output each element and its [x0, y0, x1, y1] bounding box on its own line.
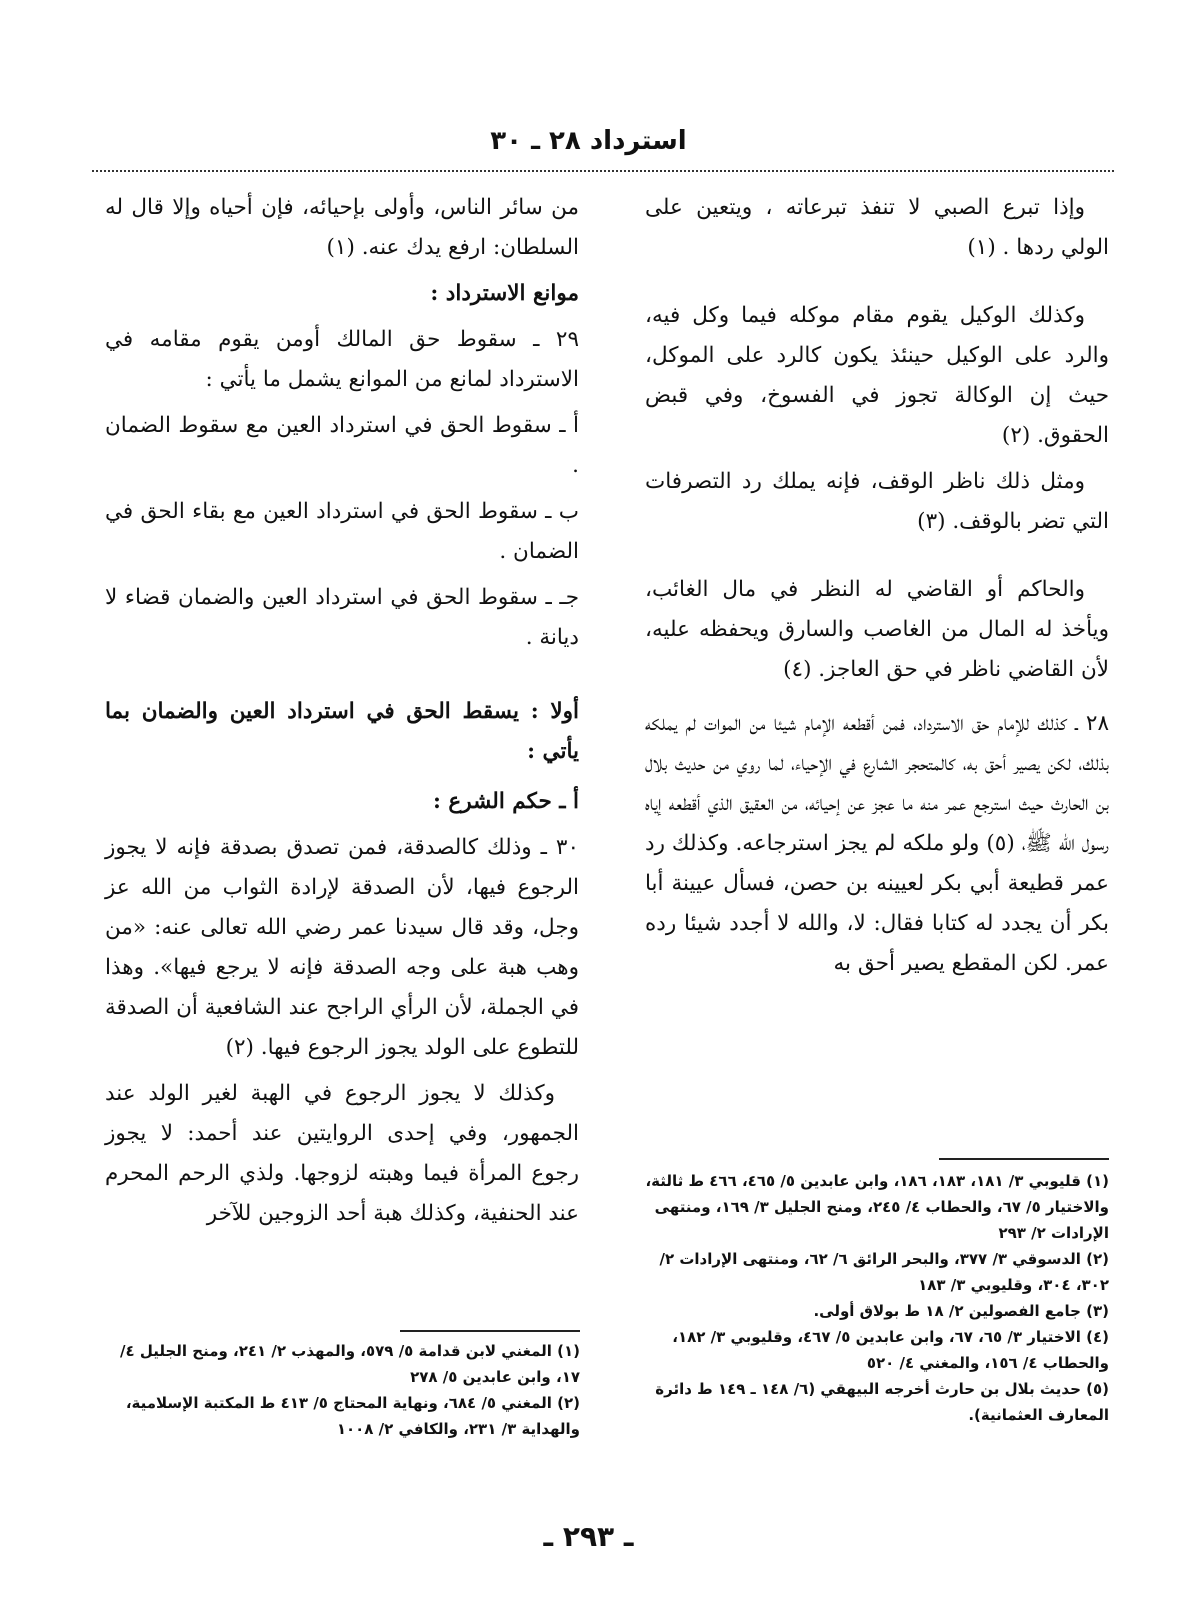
- running-header-title: استرداد ٢٨ ـ ٣٠: [490, 126, 687, 156]
- paragraph-30: ٣٠ ـ وذلك كالصدقة، فمن تصدق بصدقة فإنه لا يجوز الرجوع فيها، لأن الصدقة لإرادة الثواب من الله عز وجل، وقد قال سيدنا عمر رضي الله تعالى عنه: «من وهب هبة على وجه الصدقة فإنه لا يرجع فيها». وهذا في الجملة، لأن الرأي الراجح عند الشافعية أن الصدقة للتطوع على الولد يجوز الرجوع فيها. (٢): [105, 835, 579, 1060]
- footnote-item: (١) المغني لابن قدامة ٥/ ٥٧٩، والمهذب ٢/ ٢٤١، ومنح الجليل ٤/ ١٧، وابن عابدين ٥/ ٢٧٨: [119, 1342, 580, 1386]
- right-text-column: [645, 188, 1109, 990]
- paragraph-28-imam: ٢٨ ـ كذلك للإمام حق الاسترداد، فمن أقطعه الإمام شيئا من الموات لم يملكه بذلك، لكن يصير أحق به، كالمتحجر الشارع في الإحياء، لما روي من حديث بلال بن الحارث حيث استرجع عمر منه ما عجز عن إحيائه، من العقيق الذي أقطعه إياه رسول الله ﷺ، (٥) ولو ملكه لم يجز استرجاعه. وكذلك رد عمر قطيعة أبي بكر لعيينه بن حصن، فسأل عيينة أبا بكر أن يجدد له كتابا فقال: لا، والله لا أجدد شيئا رده عمر. لكن المقطع يصير أحق به: [645, 711, 1109, 976]
- paragraph-minor-donation: وإذا تبرع الصبي لا تنفذ تبرعاته ، ويتعين على الولي ردها . (١): [645, 195, 1109, 260]
- paragraph-agent: وكذلك الوكيل يقوم مقام موكله فيما وكل فيه، والرد على الوكيل حينئذ يكون كالرد على الموكل، حيث إن الوكالة تجوز في الفسوخ، وفي قبض الحقوق. (٢): [645, 303, 1109, 448]
- footnote-item: (٣) جامع الفصولين ٢/ ١٨ ط بولاق أولى.: [813, 1302, 1109, 1320]
- header-dotted-rule: [92, 170, 1114, 172]
- paragraph-29: ٢٩ ـ سقوط حق المالك أومن يقوم مقامه في الاسترداد لمانع من الموانع يشمل ما يأتي :: [105, 327, 579, 392]
- footnote-item: (٤) الاختيار ٣/ ٦٥، ٦٧، وابن عابدين ٥/ ٤٦٧، وقليوبي ٣/ ١٨٢، والحطاب ٤/ ١٥٦، والمغني ٤/ ٥٢٠: [672, 1328, 1109, 1372]
- paragraph-waqf-supervisor: ومثل ذلك ناظر الوقف، فإنه يملك رد التصرفات التي تضر بالوقف. (٣): [645, 469, 1109, 534]
- list-item-b: ب ـ سقوط الحق في استرداد العين مع بقاء الحق في الضمان .: [105, 499, 579, 564]
- paragraph-gift: وكذلك لا يجوز الرجوع في الهبة لغير الولد عند الجمهور، وفي إحدى الروايتين عند أحمد: لا يجوز رجوع المرأة فيما وهبته لزوجها. ولذي الرحم المحرم عند الحنفية، وكذلك هبة أحد الزوجين للآخر: [105, 1081, 579, 1226]
- footnotes-right: [639, 1168, 1109, 1428]
- left-text-column: [105, 188, 579, 1240]
- footnotes-left: [100, 1338, 580, 1442]
- footnote-item: (٢) المغني ٥/ ٦٨٤، ونهاية المحتاج ٥/ ٤١٣ ط المكتبة الإسلامية، والهداية ٣/ ٢٣١، والكافي ٢/ ١٠٠٨: [125, 1394, 580, 1438]
- footnote-item: (٥) حديث بلال بن حارث أخرجه البيهقي (٦/ ١٤٨ ـ ١٤٩ ط دائرة المعارف العثمانية).: [655, 1380, 1109, 1424]
- list-item-c: جـ ـ سقوط الحق في استرداد العين والضمان قضاء لا ديانة .: [105, 585, 579, 650]
- footnote-item: (١) قليوبي ٣/ ١٨١، ١٨٣، ١٨٦، وابن عابدين ٥/ ٤٦٥، ٤٦٦ ط ثالثة، والاختيار ٥/ ٦٧، والحطاب ٤/ ٢٤٥، ومنح الجليل ٣/ ١٦٩، ومنتهى الإرادات ٢/ ٢٩٣: [645, 1172, 1109, 1242]
- footnote-separator-right: [939, 1158, 1109, 1160]
- heading-sharia-ruling: أ ـ حكم الشرع :: [432, 789, 579, 814]
- page-number: ـ ٢٩٣ ـ: [543, 1520, 634, 1553]
- footnote-item: (٢) الدسوقي ٣/ ٣٧٧، والبحر الرائق ٦/ ٦٢، ومنتهى الإرادات ٢/ ٣٠٢، ٣٠٤، وقليوبي ٣/ ١٨٣: [659, 1250, 1109, 1294]
- heading-obstacles: موانع الاسترداد :: [430, 281, 579, 306]
- list-item-a: أ ـ سقوط الحق في استرداد العين مع سقوط الضمان .: [105, 413, 579, 478]
- paragraph-continuation: من سائر الناس، وأولى بإحيائه، فإن أحياه وإلا قال له السلطان: ارفع يدك عنه. (١): [105, 195, 579, 260]
- paragraph-judge: والحاكم أو القاضي له النظر في مال الغائب، ويأخذ له المال من الغاصب والسارق ويحفظه عليه، لأن القاضي ناظر في حق العاجز. (٤): [645, 577, 1109, 682]
- footnote-separator-left: [400, 1330, 580, 1332]
- heading-first: أولا : يسقط الحق في استرداد العين والضمان بما يأتي :: [105, 699, 579, 764]
